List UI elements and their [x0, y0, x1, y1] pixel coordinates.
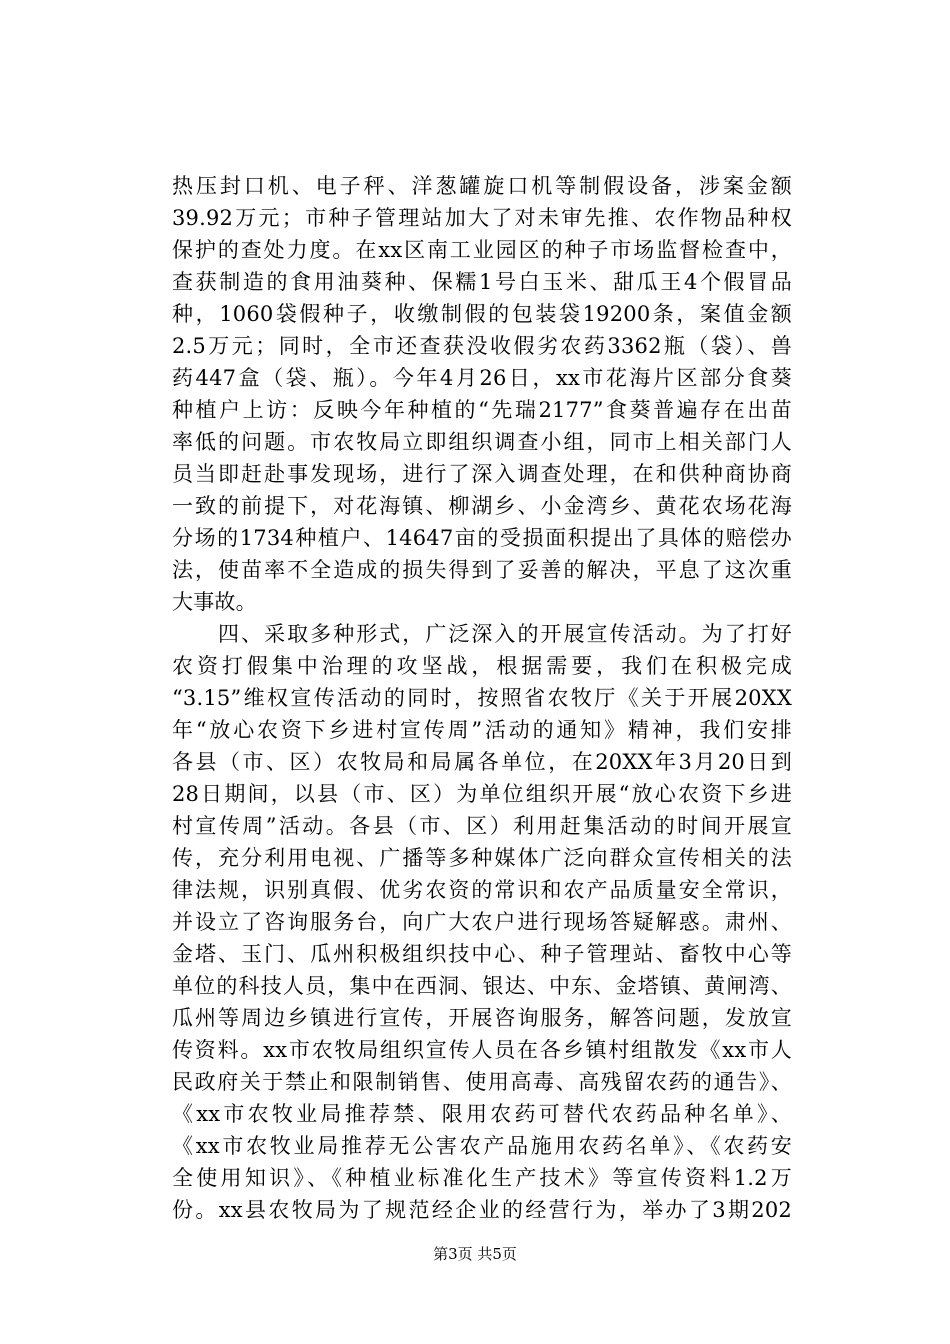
text-line: 律法规，识别真假、优劣农资的常识和农产品质量安全常识， [172, 878, 792, 902]
text-line: 年“放心农资下乡进村宣传周”活动的通知》精神，我们安排 [172, 718, 792, 742]
text-line: 员当即赶赴事发现场，进行了深入调查处理，在和供种商协商 [172, 462, 792, 486]
text-line: 种，1060袋假种子，收缴制假的包装袋19200条，案值金额 [172, 302, 792, 326]
text-line: 28日期间，以县（市、区）为单位组织开展“放心农资下乡进 [172, 782, 792, 806]
text-line: 金塔、玉门、瓜州积极组织技中心、种子管理站、畜牧中心等 [172, 942, 792, 966]
text-line: 四、采取多种形式，广泛深入的开展宣传活动。为了打好 [172, 622, 792, 646]
text-line: 法，使苗率不全造成的损失得到了妥善的解决，平息了这次重 [172, 558, 792, 582]
text-line: 查获制造的食用油葵种、保糯1号白玉米、甜瓜王4个假冒品 [172, 270, 792, 294]
text-line: 分场的1734种植户、14647亩的受损面积提出了具体的赔偿办 [172, 526, 792, 550]
text-line: 传，充分利用电视、广播等多种媒体广泛向群众宣传相关的法 [172, 846, 792, 870]
text-line: 份。xx县农牧局为了规范经企业的经营行为，举办了3期202 [172, 1198, 792, 1222]
page-footer: 第3页 共5页 [433, 1245, 517, 1263]
text-line: 大事故。 [172, 590, 257, 614]
text-line: 热压封口机、电子秤、洋葱罐旋口机等制假设备，涉案金额 [172, 174, 792, 198]
text-line: 保护的查处力度。在xx区南工业园区的种子市场监督检查中， [172, 238, 792, 262]
text-line: 《xx市农牧业局推荐禁、限用农药可替代农药品种名单》、 [172, 1102, 792, 1126]
text-line: 《xx市农牧业局推荐无公害农产品施用农药名单》、《农药安 [172, 1134, 792, 1158]
text-line: 民政府关于禁止和限制销售、使用高毒、高残留农药的通告》、 [172, 1070, 792, 1094]
text-line: 一致的前提下，对花海镇、柳湖乡、小金湾乡、黄花农场花海 [172, 494, 792, 518]
body-text [172, 170, 792, 1226]
text-line: 农资打假集中治理的攻坚战，根据需要，我们在积极完成 [172, 654, 792, 678]
text-line: 单位的科技人员，集中在西洞、银达、中东、金塔镇、黄闸湾、 [172, 974, 792, 998]
text-line: “3.15”维权宣传活动的同时，按照省农牧厅《关于开展20XX [172, 686, 792, 710]
text-line: 药447盒（袋、瓶）。今年4月26日，xx市花海片区部分食葵 [172, 366, 792, 390]
text-line: 种植户上访：反映今年种植的“先瑞2177”食葵普遍存在出苗 [172, 398, 792, 422]
text-line: 各县（市、区）农牧局和局属各单位，在20XX年3月20日到 [172, 750, 792, 774]
text-line: 率低的问题。市农牧局立即组织调查小组，同市上相关部门人 [172, 430, 792, 454]
text-line: 2.5万元；同时，全市还查获没收假劣农药3362瓶（袋）、兽 [172, 334, 792, 358]
text-line: 瓜州等周边乡镇进行宣传，开展咨询服务，解答问题，发放宣 [172, 1006, 792, 1030]
text-line: 村宣传周”活动。各县（市、区）利用赶集活动的时间开展宣 [172, 814, 792, 838]
text-line: 全使用知识》、《种植业标准化生产技术》等宣传资料1.2万 [172, 1166, 792, 1190]
text-line: 39.92万元；市种子管理站加大了对未审先推、农作物品种权 [172, 206, 792, 230]
text-line: 并设立了咨询服务台，向广大农户进行现场答疑解惑。肃州、 [172, 910, 792, 934]
text-line: 传资料。xx市农牧局组织宣传人员在各乡镇村组散发《xx市人 [172, 1038, 792, 1062]
